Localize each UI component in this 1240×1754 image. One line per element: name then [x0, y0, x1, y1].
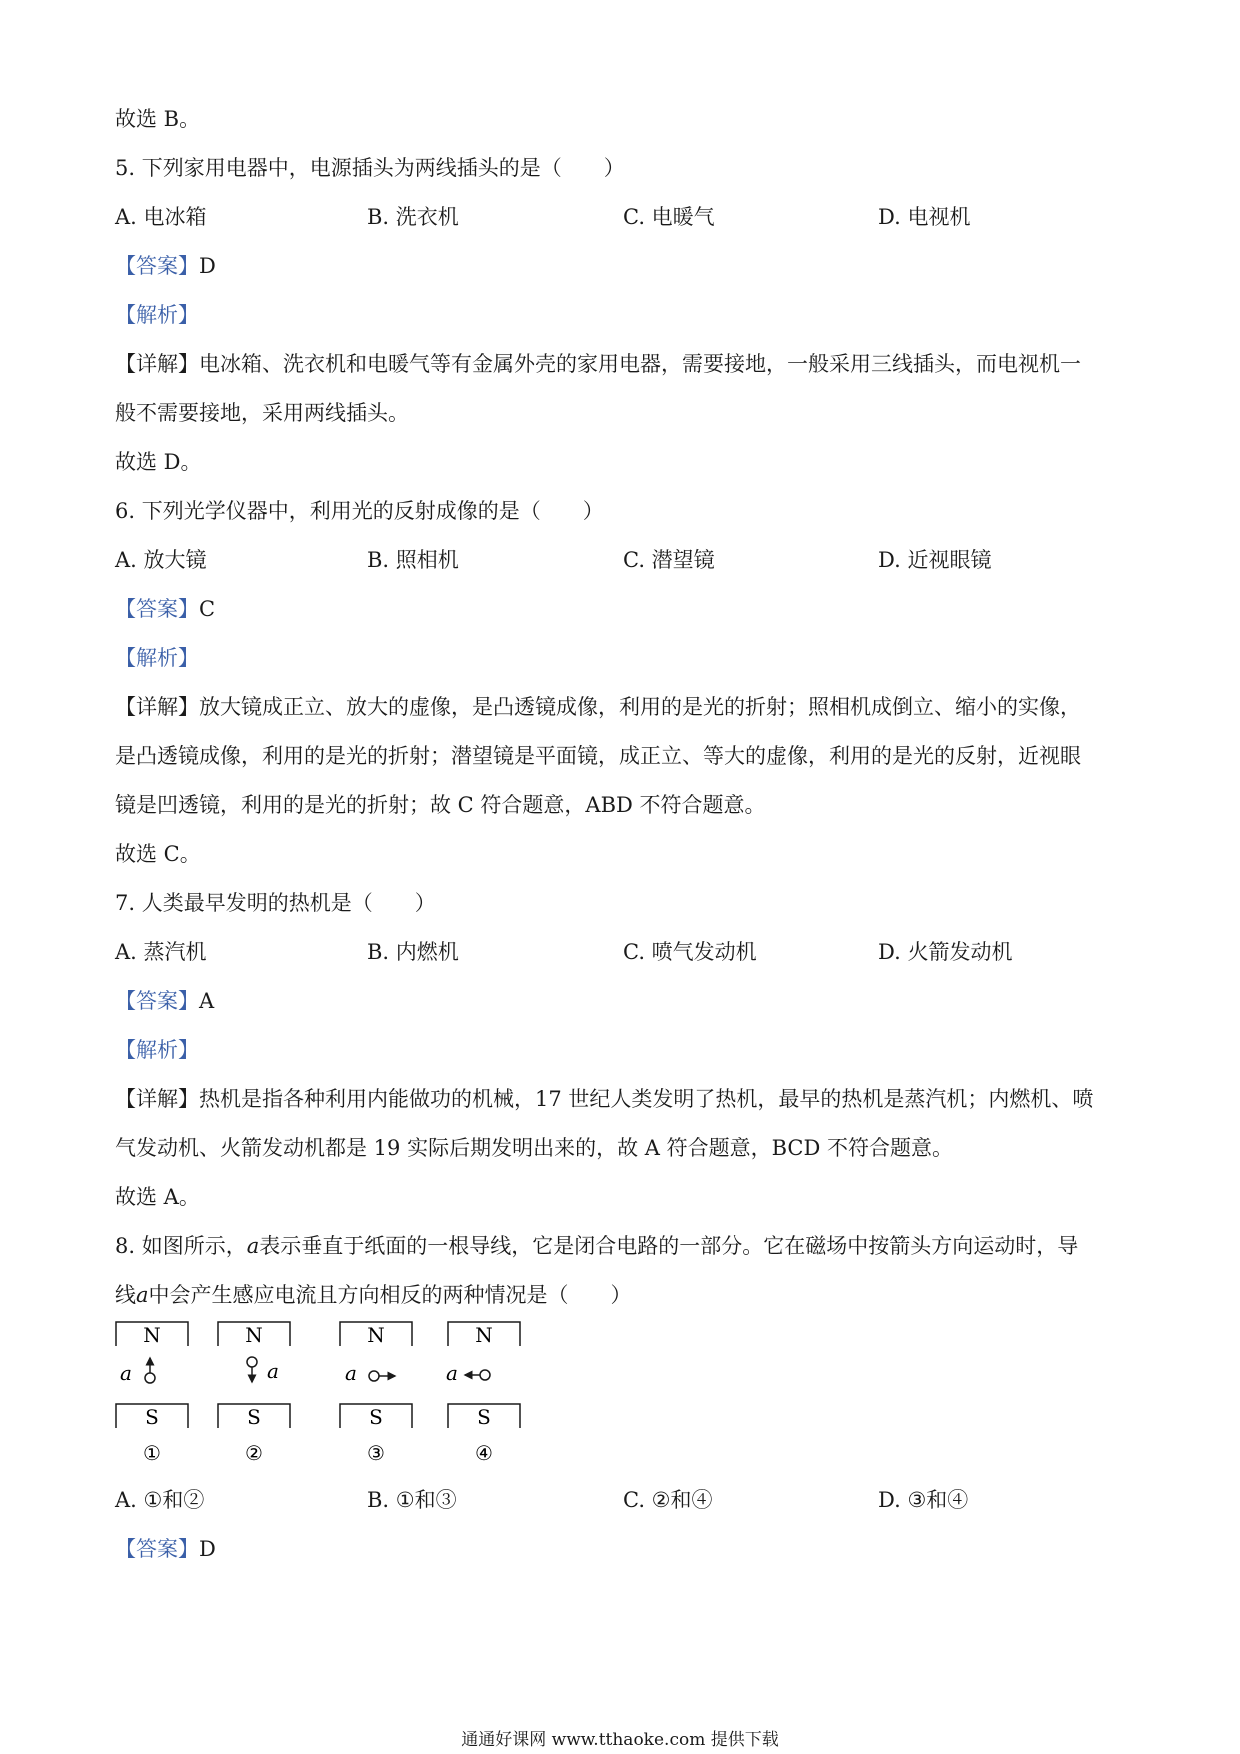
south-label-1: S [145, 1405, 159, 1429]
diagram-2 [218, 1322, 290, 1465]
q8-var-a: a [136, 1283, 149, 1307]
q8-answer [115, 1534, 216, 1564]
conclusion-prev: 故选 B。 [115, 107, 201, 131]
diagram-number-2: ② [245, 1441, 263, 1465]
diagram-number-1: ① [143, 1441, 161, 1465]
analysis-tag: 【解析】 [115, 303, 199, 327]
q5-option-b: B. 洗衣机 [367, 205, 459, 229]
q5-option-c: C. 电暖气 [623, 205, 715, 229]
q8-option-c: C. ②和④ [623, 1488, 713, 1512]
q7-answer [115, 986, 214, 1016]
question-5-options [115, 202, 1135, 232]
diagram-4 [446, 1322, 520, 1465]
wire-label-3: a [345, 1361, 357, 1385]
q6-detail-2: 是凸透镜成像，利用的是光的折射；潜望镜是平面镜，成正立、等大的虚像，利用的是光的反射，近视眼 [115, 744, 1081, 768]
q7-detail-1 [115, 1084, 1093, 1114]
q6-option-c: C. 潜望镜 [623, 548, 715, 572]
answer-tag: 【答案】 [115, 1537, 199, 1561]
diagram-3 [340, 1322, 412, 1465]
q6-conclusion: 故选 C。 [115, 842, 201, 866]
south-label-4: S [477, 1405, 491, 1429]
wire-label-1: a [120, 1361, 132, 1385]
q7-option-a: A. 蒸汽机 [115, 940, 207, 964]
q7-answer-value: A [199, 989, 215, 1013]
question-5: 5. 下列家用电器中，电源插头为两线插头的是（ ） [115, 156, 625, 180]
wire-label-4: a [446, 1361, 458, 1385]
south-label-2: S [247, 1405, 261, 1429]
q8-answer-value: D [199, 1537, 216, 1561]
diagram-number-4: ④ [475, 1441, 493, 1465]
wire-2 [247, 1357, 257, 1367]
page-footer: 通通好课网 www.tthaoke.com 提供下载 [461, 1730, 779, 1750]
q5-answer-value: D [199, 254, 216, 278]
analysis-tag: 【解析】 [115, 646, 199, 670]
answer-tag: 【答案】 [115, 597, 199, 621]
q7-option-b: B. 内燃机 [367, 940, 459, 964]
q6-answer-value: C [199, 597, 216, 621]
q5-detail-text-1: 电冰箱、洗衣机和电暖气等有金属外壳的家用电器，需要接地，一般采用三线插头，而电视机一 [199, 352, 1081, 376]
wire-4 [480, 1370, 490, 1380]
q6-option-a: A. 放大镜 [115, 548, 207, 572]
wire-label-2: a [267, 1359, 279, 1383]
q8-option-d: D. ③和④ [878, 1488, 969, 1512]
diagram-number-3: ③ [367, 1441, 385, 1465]
q8-var-a: a [246, 1234, 260, 1258]
north-label-3: N [367, 1323, 385, 1347]
question-6-options [115, 545, 1135, 575]
north-label-1: N [143, 1323, 161, 1347]
north-label-2: N [245, 1323, 263, 1347]
q7-detail-text-1: 热机是指各种利用内能做功的机械，17 世纪人类发明了热机，最早的热机是蒸汽机；内燃机、喷 [199, 1087, 1094, 1111]
q8-text-2b: 中会产生感应电流且方向相反的两种情况是（ ） [148, 1283, 632, 1307]
q6-option-d: D. 近视眼镜 [878, 548, 992, 572]
question-8-line-1 [115, 1231, 1078, 1261]
q5-analysis [115, 300, 199, 330]
analysis-tag: 【解析】 [115, 1038, 199, 1062]
question-6: 6. 下列光学仪器中，利用光的反射成像的是（ ） [115, 499, 604, 523]
q6-detail-3: 镜是凹透镜，利用的是光的折射；故 C 符合题意，ABD 不符合题意。 [115, 793, 766, 817]
answer-tag: 【答案】 [115, 989, 199, 1013]
q7-option-d: D. 火箭发动机 [878, 940, 1013, 964]
wire-1 [145, 1373, 155, 1383]
q7-option-c: C. 喷气发动机 [623, 940, 757, 964]
q5-option-d: D. 电视机 [878, 205, 971, 229]
detail-tag: 【详解】 [115, 352, 199, 376]
q8-text-1b: 表示垂直于纸面的一根导线，它是闭合电路的一部分。它在磁场中按箭头方向运动时，导 [259, 1234, 1079, 1258]
question-7-options [115, 937, 1135, 967]
detail-tag: 【详解】 [115, 695, 199, 719]
q7-conclusion: 故选 A。 [115, 1185, 200, 1209]
magnet-figure [110, 1318, 550, 1478]
north-label-4: N [475, 1323, 493, 1347]
q5-detail-1 [115, 349, 1081, 379]
q7-detail-2: 气发动机、火箭发动机都是 19 实际后期发明出来的，故 A 符合题意，BCD 不符合题意。 [115, 1136, 953, 1160]
q5-conclusion: 故选 D。 [115, 450, 202, 474]
q6-answer [115, 594, 215, 624]
question-8-options [115, 1485, 1135, 1515]
detail-tag: 【详解】 [115, 1087, 199, 1111]
q5-option-a: A. 电冰箱 [115, 205, 207, 229]
q6-option-b: B. 照相机 [367, 548, 459, 572]
q8-text-2a: 线 [115, 1283, 136, 1307]
q6-detail-text-1: 放大镜成正立、放大的虚像，是凸透镜成像，利用的是光的折射；照相机成倒立、缩小的实像， [199, 695, 1081, 719]
q8-option-b: B. ①和③ [367, 1488, 457, 1512]
wire-3 [369, 1371, 379, 1381]
question-8-line-2 [115, 1280, 632, 1310]
question-7: 7. 人类最早发明的热机是（ ） [115, 891, 436, 915]
q6-analysis [115, 643, 199, 673]
answer-tag: 【答案】 [115, 254, 199, 278]
diagram-1 [116, 1322, 188, 1465]
q8-option-a: A. ①和② [115, 1488, 205, 1512]
q5-detail-2: 般不需要接地，采用两线插头。 [115, 401, 409, 425]
q6-detail-1 [115, 692, 1081, 722]
q7-analysis [115, 1035, 199, 1065]
q5-answer [115, 251, 216, 281]
south-label-3: S [369, 1405, 383, 1429]
q8-text-1a: 8. 如图所示， [115, 1234, 247, 1258]
